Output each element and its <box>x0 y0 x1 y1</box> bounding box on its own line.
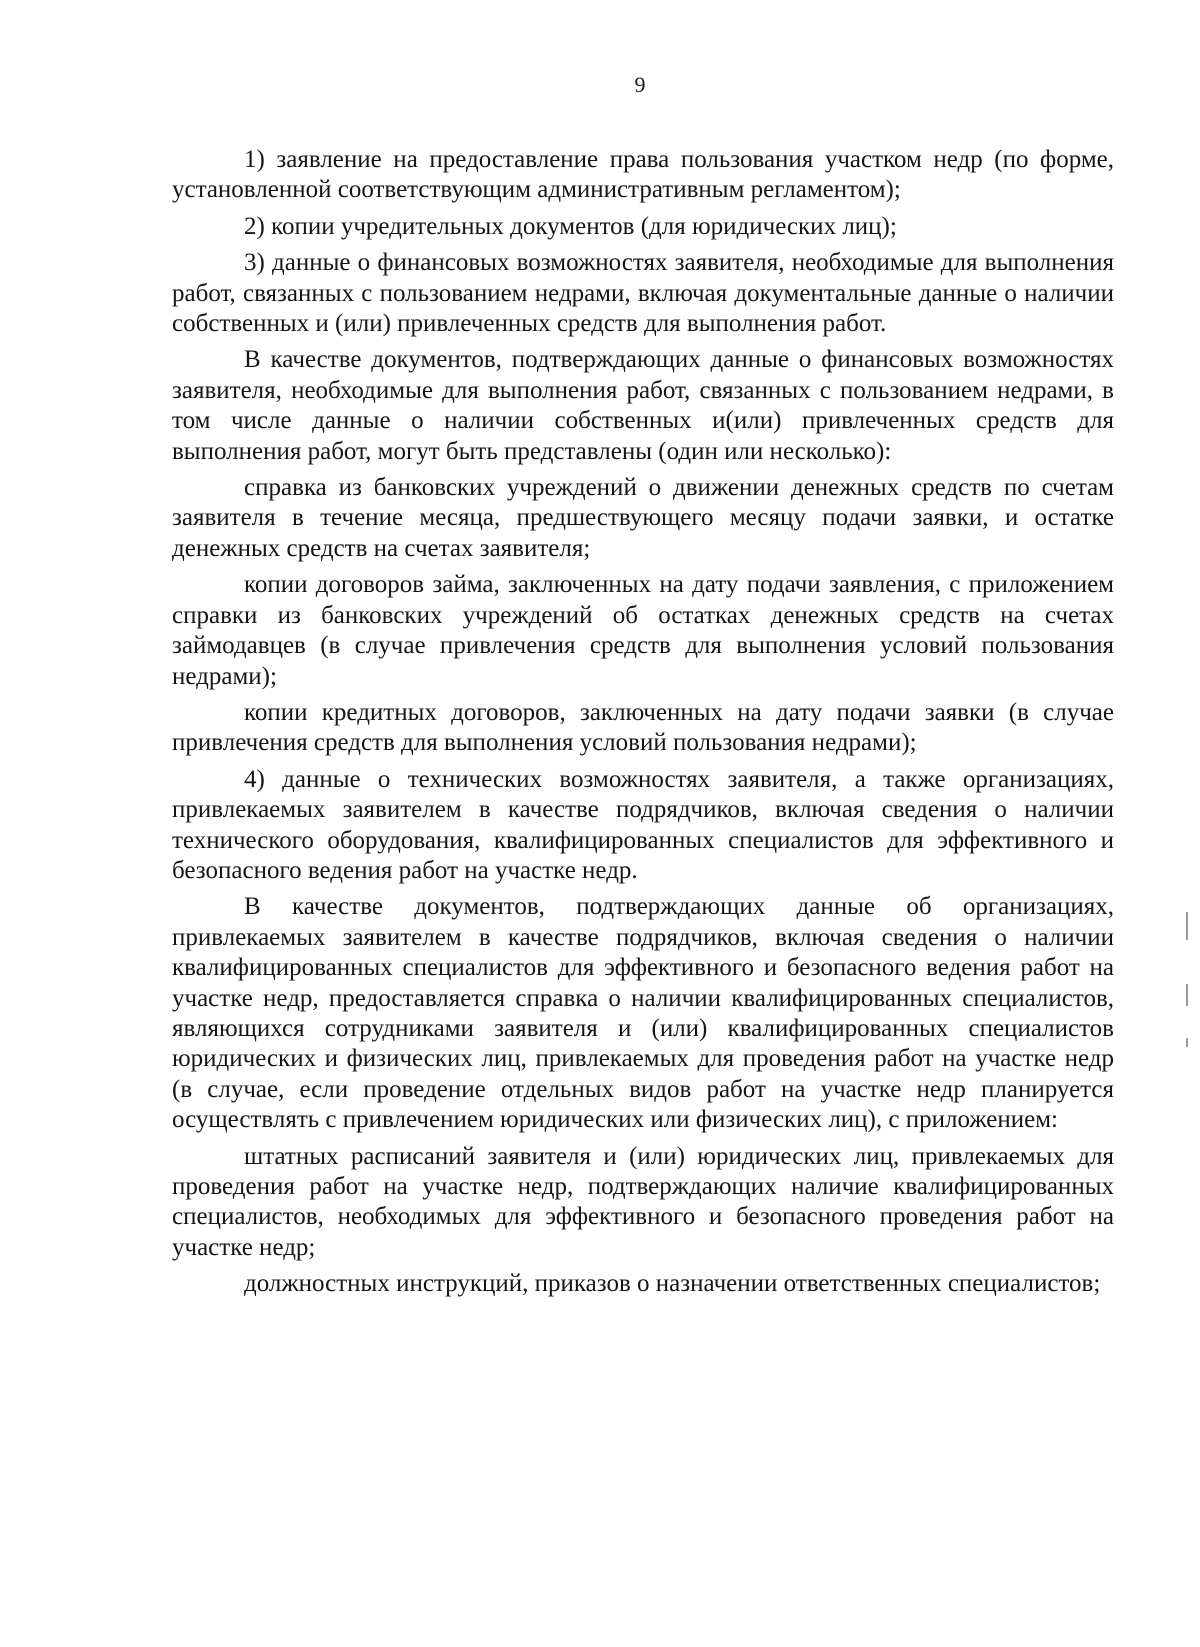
document-body <box>172 145 1114 1300</box>
paragraph-7: копии кредитных договоров, заключенных на дату подачи заявки (в случае привлечения средств для выполнения условий пользования недрами); <box>172 698 1114 757</box>
scan-mark <box>1186 1038 1188 1047</box>
paragraph-1: 1) заявление на предоставление права пользования участком недр (по форме, установленной соответствующим административным регламентом); <box>172 146 1114 204</box>
paragraph-4: В качестве документов, подтверждающих данные о финансовых возможностях заявителя, необходимые для выполнения работ, связанных с пользованием недрами, в том числе данные о наличии собственных и(или) привлеченных средств для выполнения работ, могут быть представлены (один или несколько): <box>172 346 1114 465</box>
paragraph-3: 3) данные о финансовых возможностях заявителя, необходимые для выполнения работ, связанных с пользованием недрами, включая документальные данные о наличии собственных и (или) привлеченных средств для выполнения работ. <box>172 249 1114 338</box>
paragraph-10: штатных расписаний заявителя и (или) юридических лиц, привлекаемых для проведения работ на участке недр, подтверждающих наличие квалифицированных специалистов, необходимых для эффективного и безопасного проведения работ на участке недр; <box>172 1142 1114 1261</box>
scan-mark <box>1186 984 1188 1006</box>
scan-mark <box>1186 912 1188 940</box>
paragraph-6: копии договоров займа, заключенных на дату подачи заявления, с приложением справки из банковских учреждений об остатках денежных средств на счетах займодавцев (в случае привлечения средств для выполнения условий пользования недрами); <box>172 571 1114 690</box>
paragraph-2: 2) копии учредительных документов (для юридических лиц); <box>244 212 897 240</box>
paragraph-5: справка из банковских учреждений о движении денежных средств по счетам заявителя в течение месяца, предшествующего месяцу подачи заявки, и остатке денежных средств на счетах заявителя; <box>172 474 1114 562</box>
paragraph-9: В качестве документов, подтверждающих данные об организациях, привлекаемых заявителем в качестве подрядчиков, включая сведения о наличии квалифицированных специалистов для эффективного и безопасного ведения работ на участке недр, предоставляется справка о наличии квалифицированных специалистов, являющихся сотрудниками заявителя и (или) квалифицированных специалистов юридических и физических лиц, привлекаемых для проведения работ на участке недр (в случае, если проведение отдельных видов работ на участке недр планируется осуществлять с привлечением юридических или физических лиц), с приложением: <box>172 893 1114 1134</box>
page-number: 9 <box>634 72 646 97</box>
paragraph-8: 4) данные о технических возможностях заявителя, а также организациях, привлекаемых заявителем в качестве подрядчиков, включая сведения о наличии технического оборудования, квалифицированных специалистов для эффективного и безопасного ведения работ на участке недр. <box>172 765 1114 884</box>
paragraph-11: должностных инструкций, приказов о назначении ответственных специалистов; <box>244 1270 1101 1298</box>
